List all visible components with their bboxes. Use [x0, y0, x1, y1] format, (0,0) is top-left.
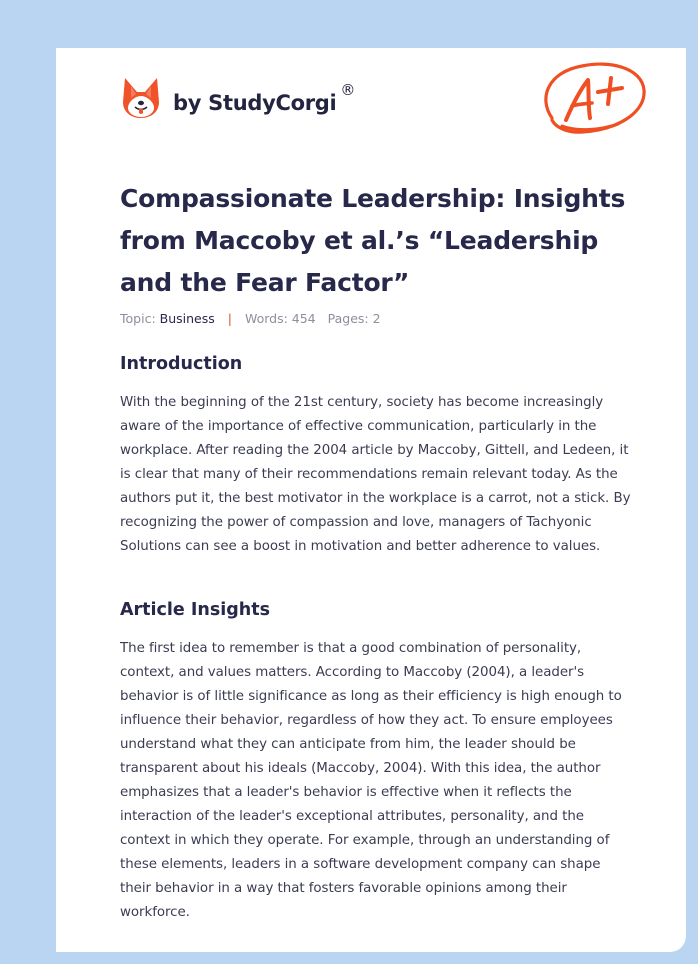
a-plus-grade-badge — [538, 58, 648, 145]
section-heading-article-insights: Article Insights — [120, 600, 271, 620]
topic-label: Topic: — [120, 311, 156, 326]
section-text-article-insights: The first idea to remember is that a good combination of personality, context, and values matters. According to Maccoby (2004), a leader's behavior is of little significance as long as their efficiency is high enough to influence their behavior, regardless of how they act. To ensure employees understand what they can anticipate from him, the leader should be transparent about his ideals (Maccoby, 2004). With this idea, the author emphasizes that a leader's behavior is effective when it reflects the interaction of the leader's exceptional attributes, personality, and the context in which they operate. For example, through an understanding of these elements, leaders in a software development company can shape their behavior in a way that fosters favorable opinions among their workforce. — [120, 641, 622, 920]
meta-separator: | — [227, 311, 232, 326]
section-heading-introduction: Introduction — [120, 354, 243, 374]
article-meta — [120, 311, 381, 326]
page-count: Pages: 2 — [327, 311, 381, 326]
brand-name: by StudyCorgi — [173, 91, 337, 115]
section-text-introduction: With the beginning of the 21st century, society has become increasingly aware of the importance of effective communication, particularly in the workplace. After reading the 2004 article by Maccoby, Gittell, and Ledeen, it is clear that many of their recommendations remain relevant today. As the authors put it, the best motivator in the workplace is a carrot, not a stick. By recognizing the power of compassion and love, managers of Tachyonic Solutions can see a boost in motivation and better adherence to values. — [120, 395, 631, 554]
word-count: Words: 454 — [244, 311, 316, 326]
registered-mark: ® — [340, 81, 356, 99]
document-card — [56, 48, 686, 952]
studycorgi-logo[interactable] — [121, 76, 355, 120]
a-plus-icon — [538, 58, 648, 140]
corgi-icon — [121, 76, 161, 120]
topic-link[interactable]: Business — [159, 311, 215, 326]
article-title: Compassionate Leadership: Insights from Maccoby et al.’s “Leadership and the Fear Factor” — [120, 184, 626, 297]
